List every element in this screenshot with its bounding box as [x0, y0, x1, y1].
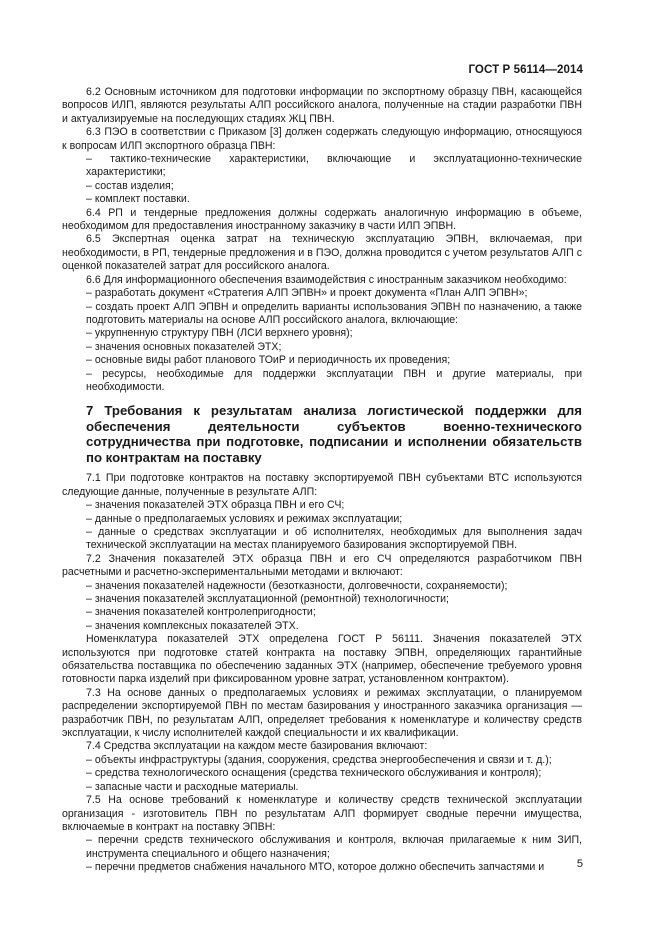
paragraph: 6.3 ПЭО в соответствии с Приказом [3] должен содержать следующую информацию, относящуюся к вопросам ИЛП экспортного образца ПВН:: [62, 126, 582, 152]
paragraph: 7.4 Средства эксплуатации на каждом месте базирования включают:: [86, 740, 428, 753]
list-item: – перечни предметов снабжения начального МТО, которое должно обеспечить запчастями и: [86, 861, 545, 874]
list-item: – значения показателей контролепригодности;: [86, 606, 316, 619]
list-item: – состав изделия;: [86, 179, 174, 192]
document-header: ГОСТ Р 56114—2014: [468, 64, 583, 76]
list-item: – значения показателей ЭТХ образца ПВН и его СЧ;: [86, 499, 345, 512]
list-item: – средства технологического оснащения (средства технического обслуживания и контроля);: [86, 767, 542, 780]
section-heading: 7 Требования к результатам анализа логистической поддержки для обеспечения деятельности субъектов военно-технического сотрудничества при подготовке, подписании и исполнении обязательств по контрактам на поставку: [86, 403, 582, 465]
list-item: – данные о предполагаемых условиях и режимах эксплуатации;: [86, 512, 403, 525]
list-item: – запасные части и расходные материалы.: [86, 780, 299, 793]
paragraph: 6.5 Экспертная оценка затрат на техническую эксплуатацию ЭПВН, включаемая, при необходимости, в РП, тендерные предложения и в ПЭО, должна проводится с учетом результатов АЛП с оценкой показателей затрат для российского аналога.: [62, 233, 582, 273]
document-body: [62, 86, 582, 875]
list-item: – создать проект АЛП ЭПВН и определить варианты использования ЭПВН по назначению, а также подготовить материалы на основе АЛП российского аналога, включающие:: [86, 300, 582, 326]
page-number: 5: [576, 858, 583, 870]
list-item: – ресурсы, необходимые для поддержки эксплуатации ПВН и другие материалы, при необходимости.: [86, 367, 582, 393]
list-item: – тактико-технические характеристики, включающие и эксплуатационно-технические характеристики;: [86, 153, 582, 179]
list-item: – значения показателей эксплуатационной (ремонтной) технологичности;: [86, 593, 449, 605]
list-item: – основные виды работ планового ТОиР и периодичность их проведения;: [86, 354, 451, 367]
paragraph: 7.3 На основе данных о предполагаемых условиях и режимах эксплуатации, о планируемом распределении экспортируемой ПВН по местам базирования у иностранного заказчика организация — разработчик ПВН, по результатам АЛП, определяет требования к номенклатуре и количеству средств эксплуатации, к числу исполнителей каждой специальности и их квалификации.: [62, 686, 582, 740]
list-item: – значения основных показателей ЭТХ;: [86, 340, 282, 353]
list-item: – данные о средствах эксплуатации и об исполнителях, необходимых для выполнения задач технической эксплуатации на местах планируемого базирования экспортируемой ПВН.: [86, 525, 582, 552]
list-item: – значения показателей надежности (безотказности, долговечности, сохраняемости);: [86, 579, 508, 592]
list-item: – укрупненную структуру ПВН (ЛСИ верхнего уровня);: [86, 327, 353, 340]
list-item: – перечни средств технического обслуживания и контроля, включая прилагаемые к ним ЗИП, инструмента специального и общего назначения;: [86, 834, 582, 860]
list-item: – объекты инфраструктуры (здания, сооружения, средства энергообеспечения и связи и т. д.);: [86, 753, 552, 766]
paragraph: 6.6 Для информационного обеспечения взаимодействия с иностранным заказчиком необходимо:: [86, 273, 567, 286]
paragraph: 6.2 Основным источником для подготовки информации по экспортному образцу ПВН, касающейся вопросов ИЛП, являются результаты АЛП российского аналога, полученные на стадии разработки ПВН и актуализируемые на последующих стадиях ЖЦ ПВН.: [62, 86, 582, 125]
paragraph: 7.5 На основе требований к номенклатуре и количеству средств технической эксплуатации организация - изготовитель ПВН по результатам АЛП формирует сводные перечни имущества, включаемые в контракт на поставку ЭПВН:: [62, 794, 582, 833]
list-item: – комплект поставки.: [86, 193, 190, 206]
list-item: – значения комплексных показателей ЭТХ.: [86, 619, 299, 632]
list-item: – разработать документ «Стратегия АЛП ЭПВН» и проект документа «План АЛП ЭПВН»;: [86, 287, 528, 300]
paragraph: Номенклатура показателей ЭТХ определена ГОСТ Р 56111. Значения показателей ЭТХ используются при подготовке статей контракта на поставку ЭПВН, определяющих гарантийные обязательства поставщика по обеспечению заданных ЭТХ (например, обеспечение требуемого уровня готовности парка изделий при фиксированном уровне затрат, установленном контрактом).: [62, 633, 582, 686]
paragraph: 7.2 Значения показателей ЭТХ образца ПВН и его СЧ определяются разработчиком ПВН расчетными и расчетно-экспериментальными методами и включают:: [62, 552, 582, 579]
paragraph: 6.4 РП и тендерные предложения должны содержать аналогичную информацию в объеме, необходимом для предоставления иностранному заказчику в части ИЛП ЭПВН.: [62, 206, 582, 233]
paragraph: 7.1 При подготовке контрактов на поставку экспортируемой ПВН субъектами ВТС используются следующие данные, полученные в результате АЛП:: [62, 472, 582, 498]
